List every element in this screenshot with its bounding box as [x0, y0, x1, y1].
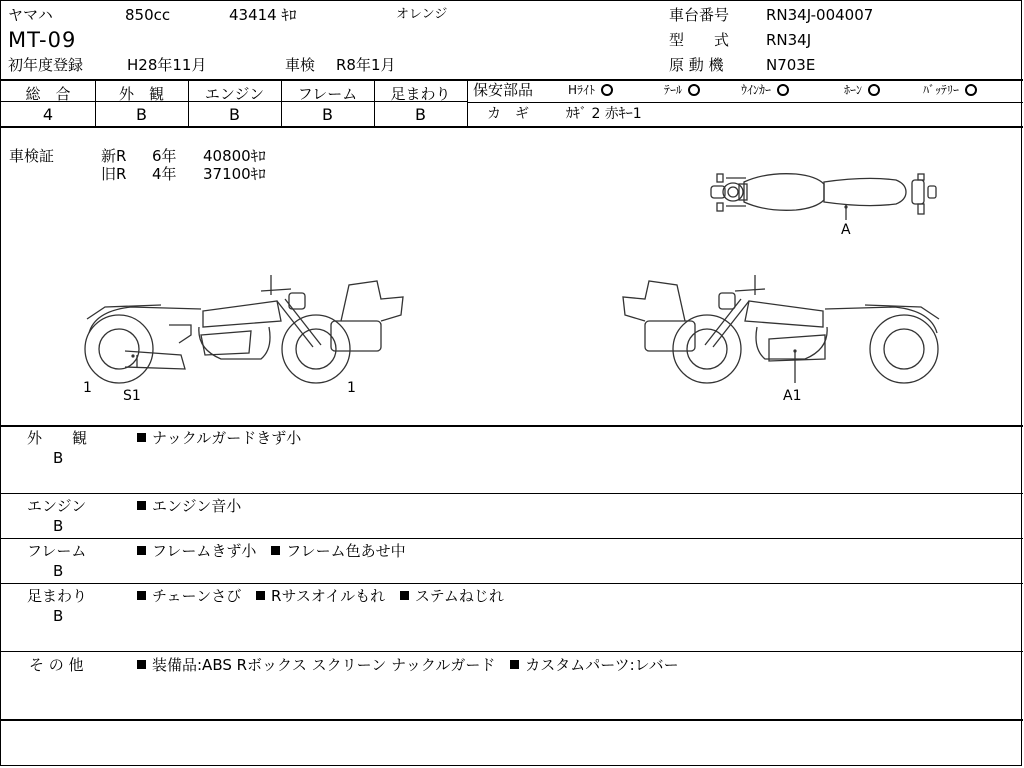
ok-circle-icon [777, 84, 789, 96]
maker: ヤマハ [8, 6, 53, 24]
mark-left-rear: 1 [83, 380, 92, 396]
bullet-square-icon [256, 591, 265, 600]
displacement: 850cc [125, 6, 171, 24]
note-other-items [137, 658, 689, 673]
note-item: ナックルガードきず小 [137, 429, 301, 447]
safety-item-horn: ﾎｰﾝ [844, 84, 880, 96]
safety-label: 保安部品 [473, 81, 534, 99]
type-value: RN34J [766, 31, 812, 49]
grid-bottom-line [1, 126, 1023, 128]
notes-divider [1, 493, 1023, 494]
mark-left-s1: S1 [123, 388, 141, 404]
frame-no-value: RN34J-004007 [766, 6, 874, 24]
cert-new-label: 新R [101, 147, 127, 165]
note-item: カスタムパーツ:レバー [510, 656, 678, 674]
cert-new-years: 6年 [152, 147, 177, 165]
engine-model-label: 原 動 機 [669, 56, 724, 74]
cert-old-value: 37100ｷﾛ [203, 165, 266, 183]
type-label: 型 式 [669, 31, 730, 49]
inspection-label: 車検 [285, 56, 316, 74]
notes-divider [1, 651, 1023, 652]
first-registration-label: 初年度登録 [8, 56, 84, 74]
note-frame-items [137, 544, 416, 559]
mark-left-front: 1 [347, 380, 356, 396]
note-engine-items [137, 499, 251, 514]
cert-old-years: 4年 [152, 165, 177, 183]
note-frame-label: フレーム [27, 542, 87, 560]
color: オレンジ [396, 7, 448, 22]
bullet-square-icon [400, 591, 409, 600]
grade-value-frame: B [322, 105, 333, 124]
note-other-label: そ の 他 [29, 656, 84, 674]
cert-label: 車検証 [9, 147, 55, 165]
grade-header-exterior: 外 観 [118, 85, 164, 103]
note-suspension-label: 足まわり [27, 587, 88, 605]
note-engine-label: エンジン [27, 497, 87, 515]
bullet-square-icon [510, 660, 519, 669]
note-exterior-items [137, 431, 311, 446]
note-item: Rサスオイルもれ [256, 587, 385, 605]
inspection-value: R8年1月 [336, 56, 396, 74]
ok-circle-icon [965, 84, 977, 96]
note-frame-grade: B [53, 562, 64, 580]
engine-model-value: N703E [766, 56, 816, 74]
motorcycle-top-view-diagram [706, 164, 946, 224]
grade-header-overall: 総 合 [25, 85, 71, 103]
note-exterior-grade: B [53, 449, 64, 467]
safety-middle-line [467, 102, 1023, 103]
model-name: MT-09 [8, 28, 77, 52]
bullet-square-icon [137, 591, 146, 600]
safety-item-winker: ｳｲﾝｶｰ [741, 84, 789, 96]
mileage: 43414 ｷﾛ [229, 6, 297, 24]
ok-circle-icon [868, 84, 880, 96]
cert-new-value: 40800ｷﾛ [203, 147, 266, 165]
ok-circle-icon [688, 84, 700, 96]
bullet-square-icon [137, 501, 146, 510]
grade-header-suspension: 足まわり [390, 85, 451, 103]
safety-item-battery: ﾊﾞｯﾃﾘｰ [923, 84, 977, 96]
grade-value-engine: B [229, 105, 240, 124]
note-item: フレームきず小 [137, 542, 256, 560]
bullet-square-icon [137, 660, 146, 669]
note-item: ステムねじれ [400, 587, 504, 605]
grid-divider [467, 80, 468, 126]
note-item: 装備品:ABS Rボックス スクリーン ナックルガード [137, 656, 495, 674]
motorcycle-left-side-diagram [81, 269, 411, 389]
notes-bottom-line [1, 719, 1023, 721]
note-engine-grade: B [53, 517, 64, 535]
grade-value-suspension: B [415, 105, 426, 124]
note-item: フレーム色あせ中 [271, 542, 405, 560]
note-item: エンジン音小 [137, 497, 241, 515]
bullet-square-icon [137, 546, 146, 555]
grade-value-exterior: B [136, 105, 147, 124]
safety-item-headlight: Hﾗｲﾄ [568, 84, 613, 96]
safety-item-tail: ﾃｰﾙ [664, 84, 700, 96]
bullet-square-icon [271, 546, 280, 555]
cert-old-label: 旧R [101, 165, 127, 183]
note-exterior-label: 外 観 [27, 429, 88, 447]
first-registration-value: H28年11月 [127, 56, 207, 74]
grade-value-overall: 4 [42, 105, 54, 124]
bullet-square-icon [137, 433, 146, 442]
grade-header-frame: フレーム [297, 85, 358, 103]
key-value: ｶｷﾞ 2 赤ｷｰ1 [566, 106, 642, 122]
notes-divider [1, 583, 1023, 584]
key-label: カ ギ [487, 106, 529, 122]
note-suspension-items [137, 589, 514, 604]
notes-divider [1, 538, 1023, 539]
mark-right-a1: A1 [783, 388, 802, 404]
mark-top-a: A [841, 222, 851, 238]
frame-no-label: 車台番号 [669, 6, 730, 24]
notes-top-line [1, 425, 1023, 427]
grade-header-engine: エンジン [204, 85, 265, 103]
note-suspension-grade: B [53, 607, 64, 625]
ok-circle-icon [601, 84, 613, 96]
motorcycle-right-side-diagram [619, 269, 949, 389]
note-item: チェーンさび [137, 587, 241, 605]
